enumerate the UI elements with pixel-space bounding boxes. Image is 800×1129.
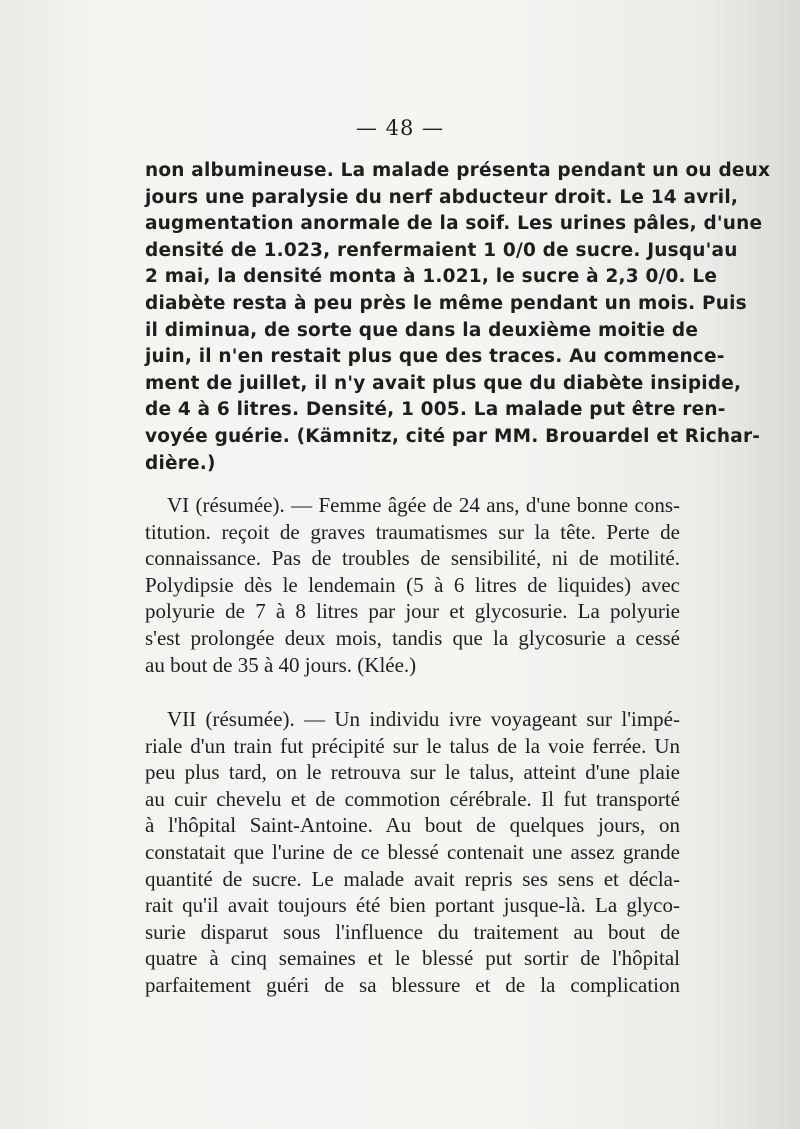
text-line: voyée guérie. (Kämnitz, cité par MM. Brouardel et Richar- — [145, 425, 761, 447]
text-line: peu plus tard, on le retrouva sur le talus, atteint d'une plaie — [145, 760, 680, 785]
text-line: dière.) — [145, 452, 216, 474]
text-line: juin, il n'en restait plus que des traces. Au commence- — [145, 346, 725, 368]
text-line: quantité de sucre. Le malade avait repris ses sens et décla- — [145, 866, 680, 891]
paragraph-case-v-end — [145, 158, 771, 477]
text-line: à l'hôpital Saint-Antoine. Au bout de quelques jours, on — [145, 813, 680, 838]
text-line: quatre à cinq semaines et le blessé put sortir de l'hôpital — [145, 946, 680, 971]
paragraph-case-vii — [145, 706, 680, 999]
text-line: diabète resta à peu près le même pendant un mois. Puis — [145, 292, 747, 314]
paragraph-case-vi — [145, 492, 680, 678]
text-line: rait qu'il avait toujours été bien portant jusque-là. La glyco- — [145, 893, 680, 918]
text-line: il diminua, de sorte que dans la deuxième moitie de — [145, 319, 699, 341]
text-line: connaissance. Pas de troubles de sensibilité, ni de motilité. — [145, 546, 680, 571]
text-line: densité de 1.023, renfermaient 1 0/0 de sucre. Jusqu'au — [145, 239, 738, 261]
text-line: parfaitement guéri de sa blessure et de la complication — [145, 972, 680, 997]
text-line: ment de juillet, il n'y avait plus que du diabète insipide, — [145, 372, 742, 394]
text-line: polyurie de 7 à 8 litres par jour et glycosurie. La polyurie — [145, 599, 680, 624]
text-line: VII (résumée). — Un individu ivre voyageant sur l'impé- — [167, 707, 680, 731]
text-line: non albumineuse. La malade présenta pendant un ou deux — [145, 160, 771, 181]
text-line: augmentation anormale de la soif. Les urines pâles, d'une — [145, 213, 763, 235]
text-line: au bout de 35 à 40 jours. (Klée.) — [145, 652, 417, 677]
text-line: surie disparut sous l'influence du traitement au bout de — [145, 919, 680, 944]
text-line: VI (résumée). — Femme âgée de 24 ans, d'une bonne cons- — [167, 493, 680, 517]
page-number: — 48 — — [355, 116, 445, 140]
text-line: 2 mai, la densité monta à 1.021, le sucre à 2,3 0/0. Le — [145, 266, 718, 288]
text-line: s'est prolongée deux mois, tandis que la glycosurie a cessé — [145, 625, 680, 650]
text-line: au cuir chevelu et de commotion cérébrale. Il fut transporté — [145, 786, 680, 811]
text-line: constatait que l'urine de ce blessé contenait une assez grande — [145, 839, 680, 864]
text-line: Polydipsie dès le lendemain (5 à 6 litres de liquides) avec — [145, 572, 680, 597]
text-line: titution. reçoit de graves traumatismes sur la tête. Perte de — [145, 519, 680, 544]
text-line: jours une paralysie du nerf abducteur droit. Le 14 avril, — [145, 186, 739, 208]
text-line: de 4 à 6 litres. Densité, 1 005. La malade put être ren- — [145, 399, 726, 421]
text-line: riale d'un train fut précipité sur le talus de la voie ferrée. Un — [145, 733, 680, 758]
